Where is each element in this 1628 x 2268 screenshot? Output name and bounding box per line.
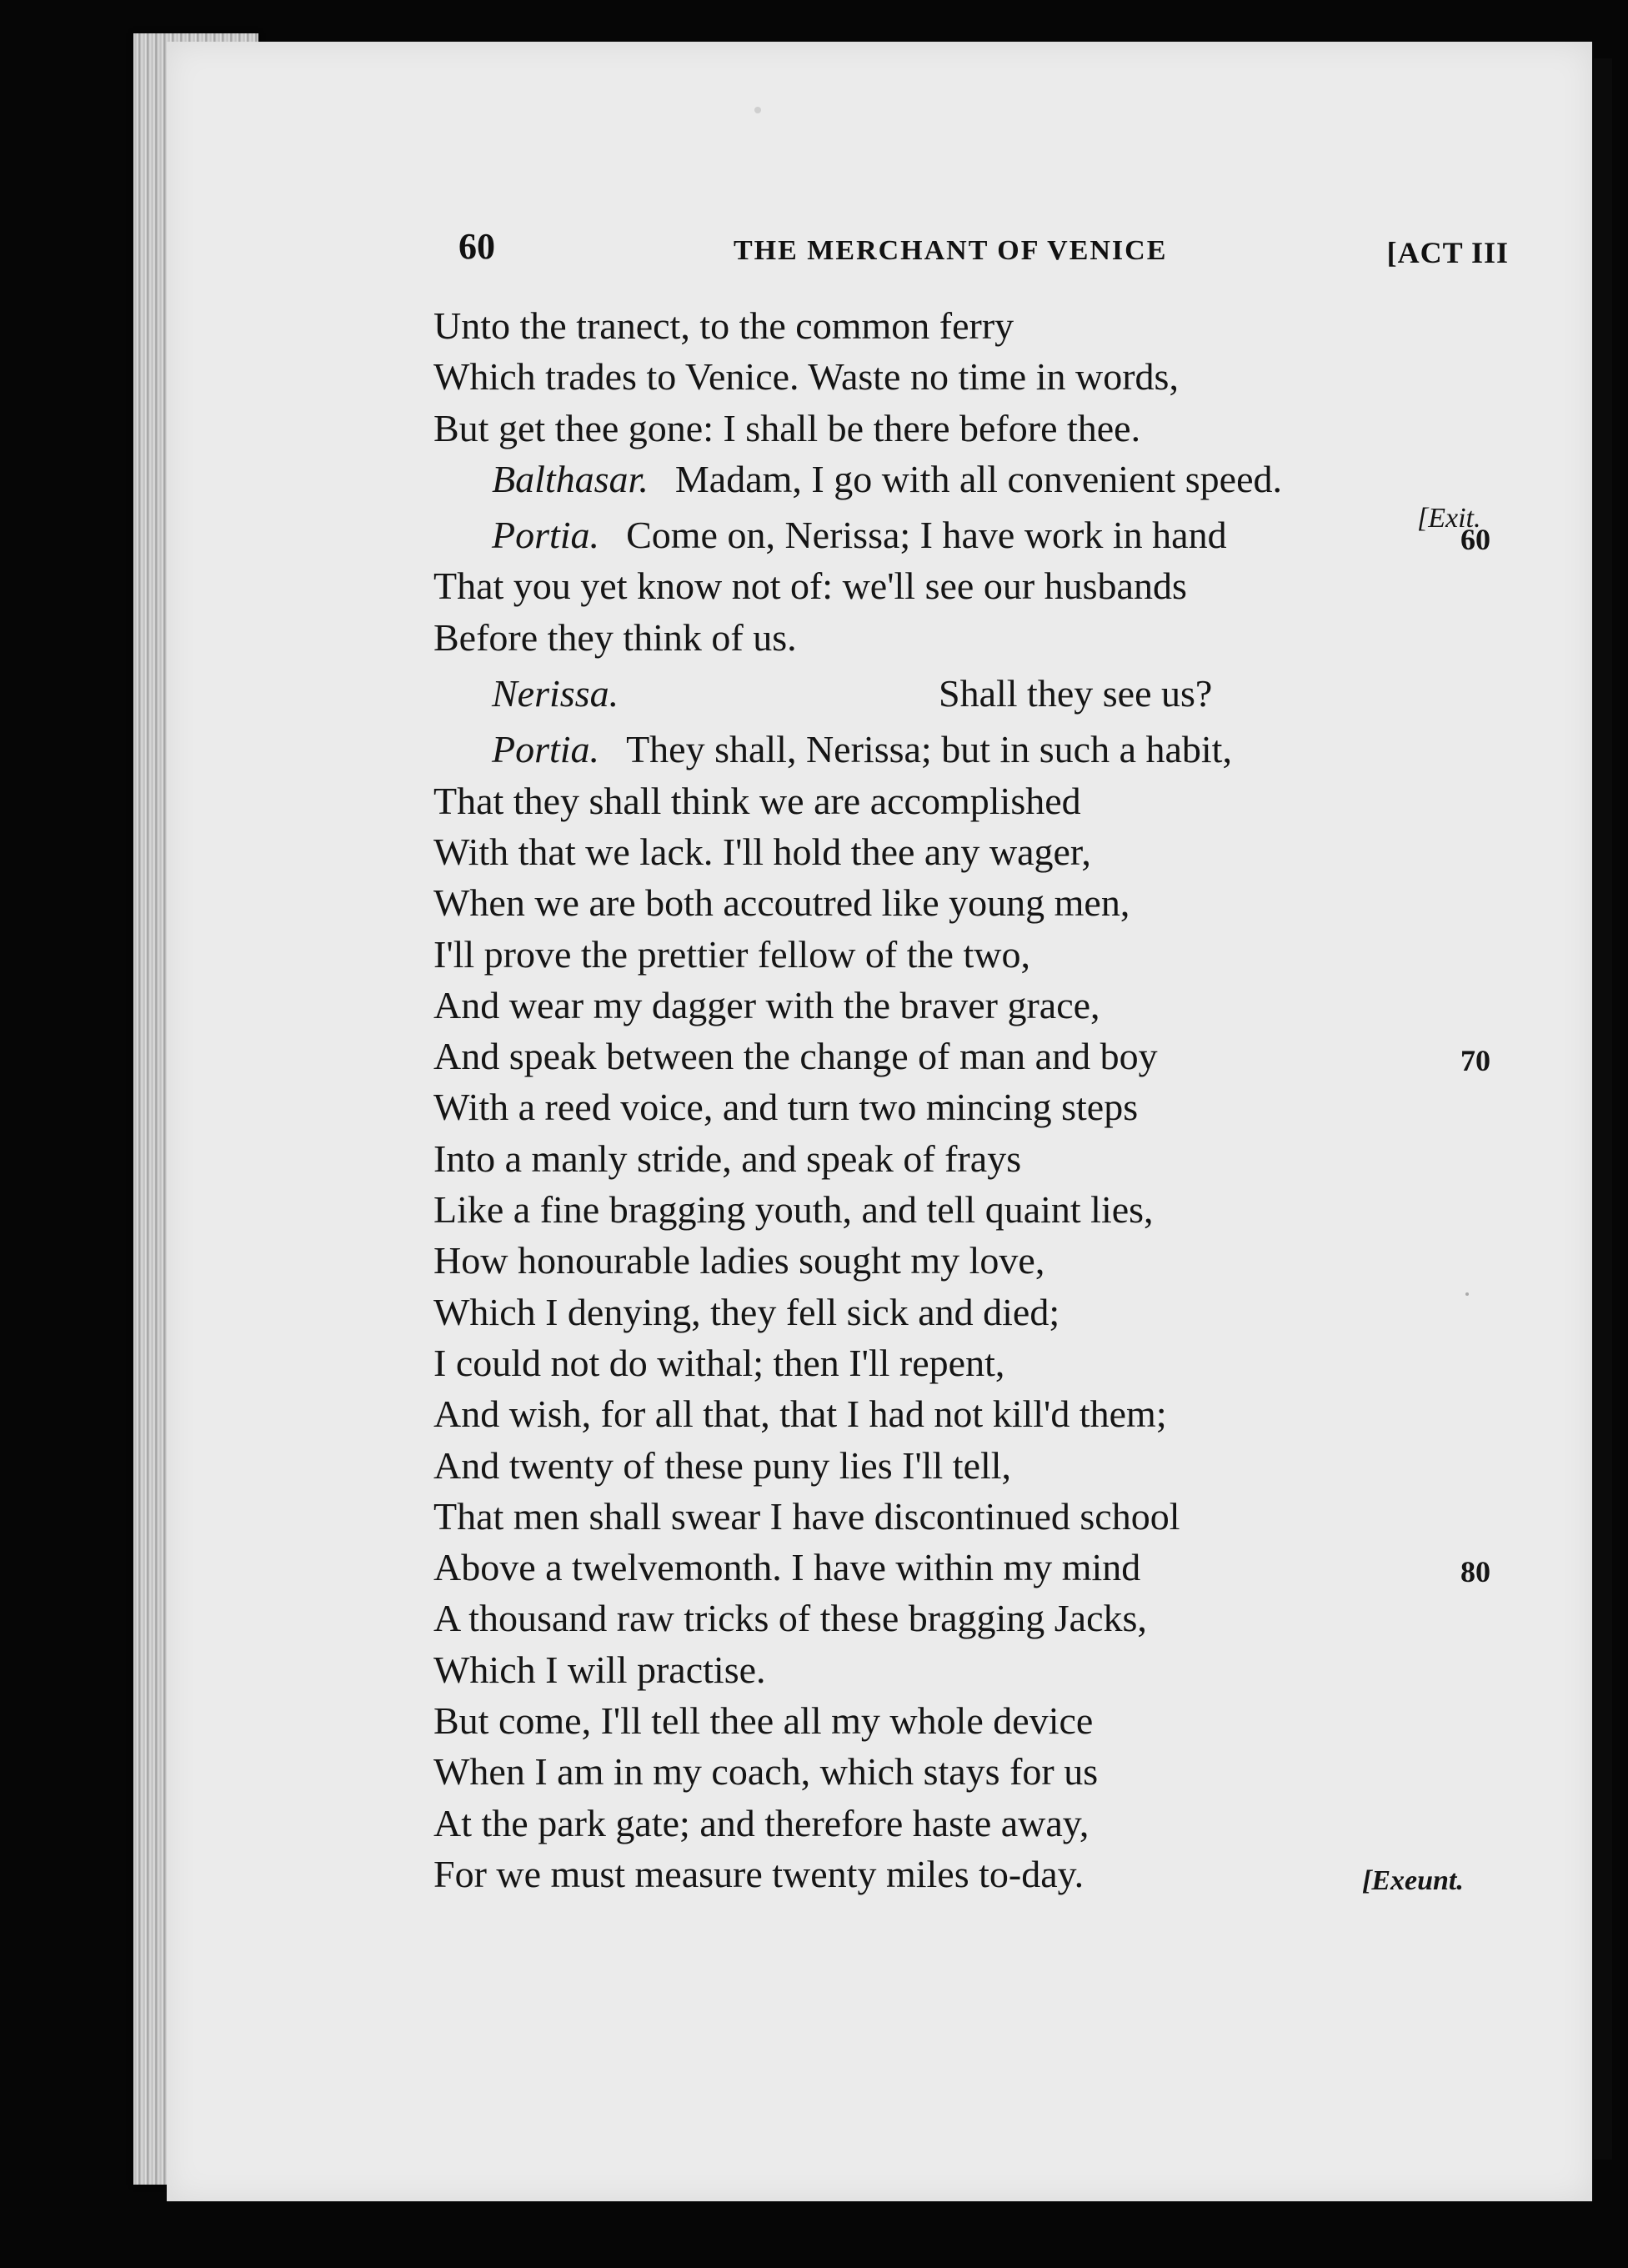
- verse-line: And wish, for all that, that I had not kill'd them;: [433, 1392, 1167, 1436]
- line-number: 80: [1460, 1555, 1490, 1589]
- verse-line: With a reed voice, and turn two mincing steps: [433, 1086, 1139, 1129]
- verse-line: For we must measure twenty miles to-day. [Exeunt.: [433, 1849, 1492, 1899]
- verse-line: But get thee gone: I shall be there before thee.: [433, 406, 1141, 449]
- speech-line: Balthasar. Madam, I go with all convenient speed.: [492, 457, 1283, 500]
- verse-line: And speak between the change of man and boy 70: [433, 1031, 1492, 1081]
- speech-line: Nerissa. Shall they see us?: [492, 672, 1213, 715]
- verse-line: How honourable ladies sought my love,: [433, 1239, 1045, 1282]
- line-number: 60: [1460, 523, 1490, 557]
- verse-line: That you yet know not of: we'll see our husbands: [433, 564, 1187, 608]
- verse-line: When I am in my coach, which stays for us: [433, 1750, 1099, 1794]
- page-gutter-shadow: [1594, 58, 1612, 2160]
- verse-line: And twenty of these puny lies I'll tell,: [433, 1443, 1012, 1487]
- verse-line: I could not do withal; then I'll repent,: [433, 1341, 1005, 1384]
- verse-line: At the park gate; and therefore haste away,: [433, 1801, 1090, 1844]
- verse-line: Before they think of us.: [433, 615, 797, 659]
- running-header: [458, 225, 1509, 275]
- speaker-name: Portia.: [492, 728, 600, 771]
- verse-line: With that we lack. I'll hold thee any wager,: [433, 830, 1091, 873]
- speaker-name: Portia.: [492, 514, 600, 557]
- verse-line: That they shall think we are accomplished: [433, 779, 1081, 822]
- stage-direction: [Exeunt.: [1362, 1864, 1464, 1896]
- verse-line: Into a manly stride, and speak of frays: [433, 1137, 1022, 1180]
- act-label: [ACT III: [1386, 236, 1509, 269]
- speech-line: Portia. Come on, Nerissa; I have work in hand [Exit. 60: [433, 509, 1492, 560]
- verse-line: Above a twelvemonth. I have within my mind 80: [433, 1542, 1492, 1593]
- line-number: 70: [1460, 1044, 1490, 1078]
- speech-line: Portia. They shall, Nerissa; but in such a habit,: [492, 728, 1232, 771]
- page-number: 60: [458, 226, 495, 267]
- verse-line: And wear my dagger with the braver grace,: [433, 983, 1100, 1026]
- stage-direction: [Exit.: [1417, 503, 1481, 534]
- verse-line: I'll prove the prettier fellow of the two,: [433, 932, 1030, 976]
- verse-line: Which I will practise.: [433, 1648, 766, 1691]
- verse-line: When we are both accoutred like young men,: [433, 881, 1130, 925]
- running-title: THE MERCHANT OF VENICE: [734, 235, 1168, 266]
- play-text: [433, 300, 1492, 1899]
- speaker-name: Balthasar.: [492, 457, 649, 500]
- verse-line: Unto the tranect, to the common ferry: [433, 304, 1014, 347]
- verse-line: A thousand raw tricks of these bragging Jacks,: [433, 1597, 1147, 1640]
- verse-line: Which I denying, they fell sick and died;: [433, 1290, 1060, 1333]
- verse-line: Like a fine bragging youth, and tell quaint lies,: [433, 1188, 1154, 1232]
- print-speck: [754, 107, 761, 113]
- verse-line: But come, I'll tell thee all my whole device: [433, 1699, 1094, 1743]
- speaker-name: Nerissa.: [492, 672, 619, 715]
- verse-line: Which trades to Venice. Waste no time in words,: [433, 355, 1179, 399]
- verse-line: That men shall swear I have discontinued school: [433, 1494, 1180, 1538]
